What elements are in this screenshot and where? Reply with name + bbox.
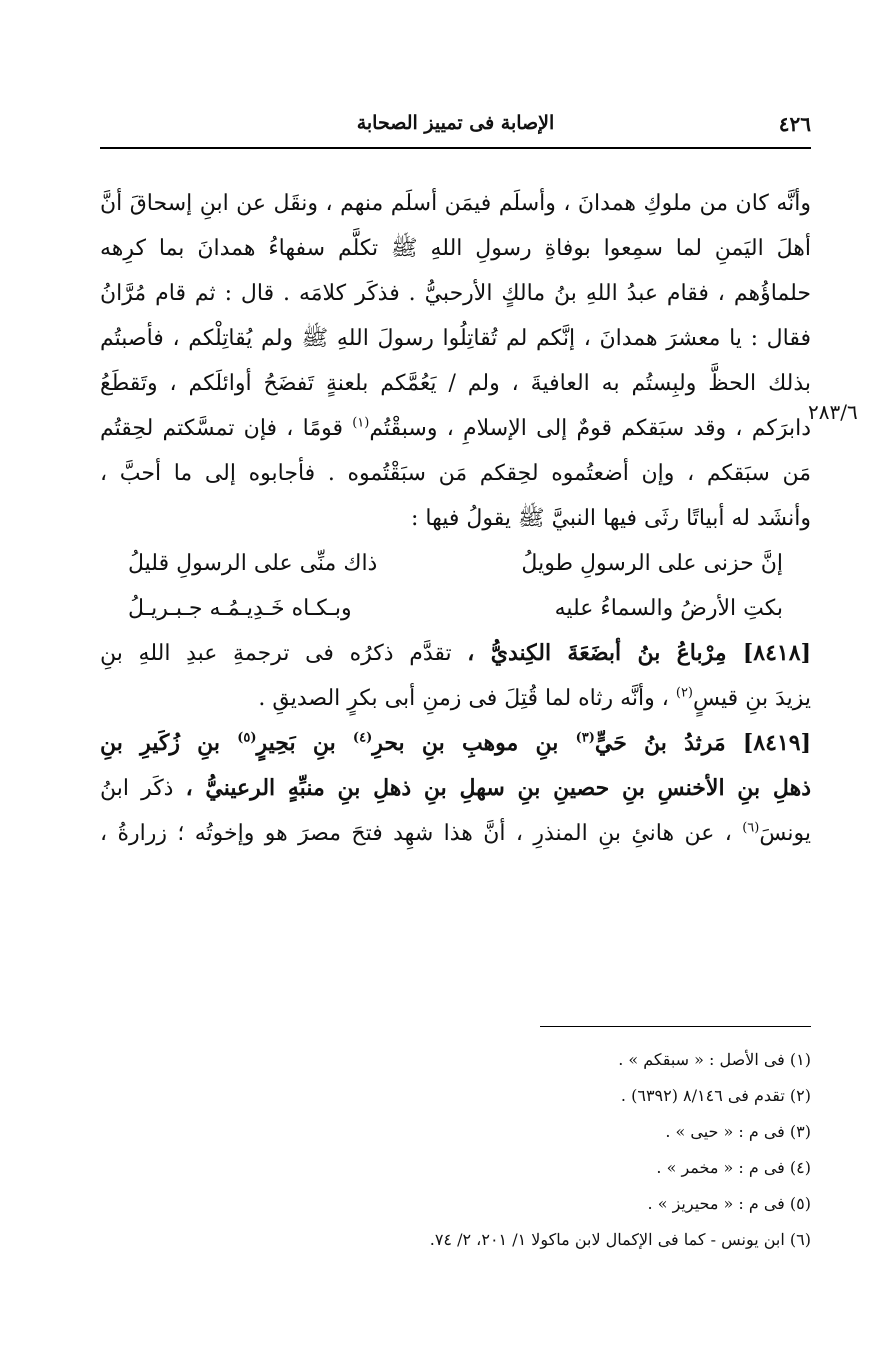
hemistich-first: إنَّ حزنى على الرسولِ طويلُ	[521, 551, 783, 576]
text-line: أهلَ اليَمنِ لما سمِعوا بوفاةِ رسولِ اللهِ ﷺ تكلَّم سفهاءُ همدانَ بما كرِهه	[100, 236, 811, 261]
book-title: الإصابة فى تمييز الصحابة	[356, 112, 555, 134]
text-line	[100, 406, 811, 451]
footnote-ref: (٦)	[742, 820, 760, 836]
text-span: يزيدَ بنِ قيسٍ	[693, 686, 811, 711]
running-header	[100, 112, 811, 140]
entry-heading-line	[100, 721, 811, 766]
text-span: ، وأنَّه رثاه لما قُتِلَ فى زمنِ أبى بكرٍ الصديقِ .	[258, 686, 676, 711]
entry-name: بنِ بَحِيرٍ	[256, 730, 353, 756]
poem-verse	[100, 586, 811, 631]
entry-name: بنِ زُكَيرِ بنِ	[100, 730, 238, 756]
text-line: حلماؤُهم ، فقام عبدُ اللهِ بنُ مالكٍ الأرحبيُّ . فذكَر كلامَه . قال : ثم قام مُرَّانُ	[100, 281, 811, 306]
entry-number: [٨٤١٨]	[742, 640, 811, 666]
hemistich-second: ذاك منِّى على الرسولِ قليلُ	[128, 551, 378, 576]
hemistich-first: بكتِ الأرضُ والسماءُ عليه	[554, 596, 783, 621]
entry-name: مَرثدُ بنُ حَيٍّ	[594, 730, 743, 756]
text-line	[100, 676, 811, 721]
text-line: فقال : يا معشرَ همدانَ ، إنَّكم لم تُقاتِلُوا رسولَ اللهِ ﷺ ولم يُقاتِلْكم ، فأصبتُم	[100, 326, 811, 351]
poem-verse	[100, 541, 811, 586]
text-line: مَن سبَقكم ، وإن أضعتُموه لحِقكم مَن سبَقْتُموه . فأجابوه إلى ما أحبَّ ،	[100, 461, 811, 486]
text-span: قومًا ، فإن تمسَّكتم لحِقتُم	[100, 416, 353, 441]
footnote-ref: (١)	[352, 415, 370, 431]
margin-reference: ٢٨٣/٦	[808, 400, 858, 424]
text-line: وأنشَد له أبياتًا رثَى فيها النبيَّ ﷺ يقولُ فيها :	[411, 506, 811, 531]
text-span: ذكَر ابنُ	[100, 776, 186, 801]
header-rule	[100, 147, 811, 149]
entry-name: بنِ موهبِ بنِ بحرِ	[372, 730, 576, 756]
footnotes	[251, 1042, 811, 1258]
footnote-ref: (٤)	[352, 730, 373, 746]
text-line	[100, 811, 811, 856]
entry-name: مِرْباعُ بنُ أبضَعَةَ الكِنديُّ ،	[467, 640, 743, 666]
footnote: (٤) فى م : « مخمر » .	[656, 1158, 811, 1177]
entry-heading-line	[100, 631, 811, 676]
entry-number: [٨٤١٩]	[742, 730, 812, 756]
main-text	[100, 181, 811, 856]
text-span: دابرَكم ، وقد سبَقكم قومٌ إلى الإسلامِ ، وسبقْتُم	[369, 416, 811, 441]
entry-name: ذهلِ بنِ الأخنسِ بنِ حصينِ بنِ سهلِ بنِ ذهلِ بنِ منبِّهٍ الرعينيُّ ،	[185, 775, 811, 801]
footnote-ref: (٢)	[675, 685, 693, 701]
footnote: (٦) ابن يونس - كما فى الإكمال لابن ماكولا ١/ ٢٠١، ٢/ ٧٤.	[429, 1230, 811, 1249]
footnote: (٥) فى م : « محيريز » .	[647, 1194, 811, 1213]
text-line: وأنَّه كان من ملوكِ همدانَ ، وأسلَم فيمَن أسلَم منهم ، ونقَل عن ابنِ إسحاقَ أنَّ	[100, 191, 811, 216]
footnote-ref: (٣)	[575, 730, 595, 746]
footnote-ref: (٥)	[237, 730, 257, 746]
footnote-rule	[540, 1026, 811, 1027]
footnote: (٢) تقدم فى ٨/١٤٦ (٦٣٩٢) .	[620, 1086, 811, 1105]
page-number: ٤٢٦	[778, 112, 811, 136]
text-line	[100, 766, 811, 811]
text-line: بذلك الحظَّ ولبِستُم به العافيةَ ، ولم / يَعُمَّكم بلعنةٍ تَفضَحُ أوائلَكم ، وتَقطَعُ	[100, 371, 811, 396]
footnote: (٣) فى م : « حيى » .	[665, 1122, 811, 1141]
text-span: ، عن هانئِ بنِ المنذرِ ، أنَّ هذا شهِد فتحَ مصرَ هو وإخوتُه ؛ زرارةُ ،	[100, 821, 743, 846]
text-span: يونسَ	[759, 821, 811, 846]
text-span: تقدَّم ذكرُه فى ترجمةِ عبدِ اللهِ بنِ	[100, 641, 468, 666]
footnote: (١) فى الأصل : « سبقكم » .	[618, 1050, 811, 1069]
hemistich-second: وبـكـاه خَـدِيـمُـه جـبـريـلُ	[128, 596, 352, 621]
